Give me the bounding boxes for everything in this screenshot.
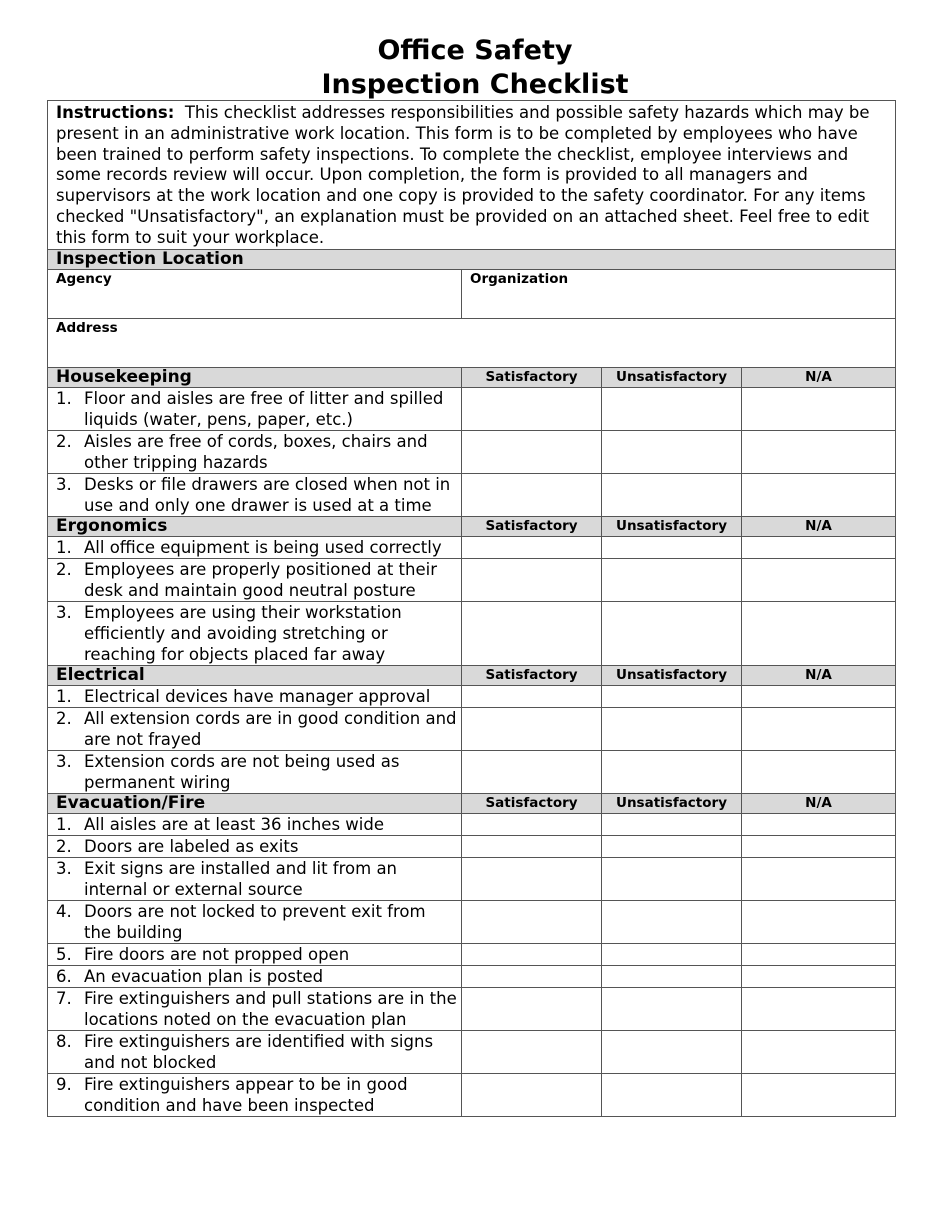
checklist-item [48,813,462,835]
item-text: Fire extinguishers and pull stations are in the locations noted on the evacuation plan [84,988,457,1029]
location-heading: Inspection Location [48,249,896,269]
satisfactory-cell[interactable] [462,900,602,943]
item-text: Fire extinguishers are identified with signs and not blocked [84,1031,434,1072]
na-cell[interactable] [742,857,896,900]
item-text: Doors are not locked to prevent exit from the building [84,901,426,942]
unsatisfactory-cell[interactable] [602,943,742,965]
satisfactory-cell[interactable] [462,430,602,473]
satisfactory-cell[interactable] [462,558,602,601]
checklist-item-row [48,900,896,943]
checklist-item [48,965,462,987]
checklist-item [48,750,462,793]
location-header-row [48,249,896,269]
item-number: 1. [56,686,72,706]
checklist-item-row [48,965,896,987]
checklist-item-row [48,1030,896,1073]
checklist-item-row [48,987,896,1030]
unsatisfactory-cell[interactable] [602,813,742,835]
instructions-cell [48,101,896,250]
satisfactory-cell[interactable] [462,813,602,835]
checklist-item [48,387,462,430]
section-header-housekeeping [48,367,896,387]
satisfactory-cell[interactable] [462,943,602,965]
checklist-item-row [48,1073,896,1116]
checklist-item-row [48,857,896,900]
na-cell[interactable] [742,835,896,857]
checklist-item [48,558,462,601]
checklist-item [48,707,462,750]
agency-label: Agency [56,270,112,287]
na-cell[interactable] [742,1030,896,1073]
na-cell[interactable] [742,987,896,1030]
item-number: 2. [56,836,72,856]
item-number: 2. [56,431,72,451]
satisfactory-cell[interactable] [462,601,602,665]
instructions-label: Instructions: [56,103,175,122]
checklist-item [48,1030,462,1073]
col-header-unsatisfactory: Unsatisfactory [602,367,742,387]
satisfactory-cell[interactable] [462,835,602,857]
unsatisfactory-cell[interactable] [602,473,742,516]
item-text: Fire extinguishers appear to be in good condition and have been inspected [84,1074,408,1115]
checklist-item [48,536,462,558]
checklist-item-row [48,601,896,665]
col-header-na: N/A [742,367,896,387]
item-number: 3. [56,858,72,878]
item-number: 2. [56,559,72,579]
unsatisfactory-cell[interactable] [602,685,742,707]
unsatisfactory-cell[interactable] [602,750,742,793]
section-title: Evacuation/Fire [48,793,462,813]
checklist-item [48,835,462,857]
checklist-item-row [48,558,896,601]
document-title [0,34,950,102]
item-number: 3. [56,474,72,494]
unsatisfactory-cell[interactable] [602,536,742,558]
item-text: Floor and aisles are free of litter and spilled liquids (water, pens, paper, etc.) [84,388,444,429]
checklist-item [48,900,462,943]
checklist-item-row [48,835,896,857]
item-text: All aisles are at least 36 inches wide [84,814,384,834]
unsatisfactory-cell[interactable] [602,1073,742,1116]
item-text: Aisles are free of cords, boxes, chairs and other tripping hazards [84,431,428,472]
satisfactory-cell[interactable] [462,536,602,558]
col-header-satisfactory: Satisfactory [462,516,602,536]
col-header-na: N/A [742,793,896,813]
address-row [48,318,896,367]
item-text: Desks or file drawers are closed when not in use and only one drawer is used at a time [84,474,451,515]
satisfactory-cell[interactable] [462,473,602,516]
checklist-item-row [48,430,896,473]
title-line-2: Inspection Checklist [321,69,629,100]
instructions-row [48,101,896,250]
item-number: 5. [56,944,72,964]
section-title: Housekeeping [48,367,462,387]
checklist-item-row [48,685,896,707]
item-number: 3. [56,751,72,771]
item-number: 1. [56,537,72,557]
na-cell[interactable] [742,965,896,987]
item-number: 1. [56,814,72,834]
item-text: An evacuation plan is posted [84,966,324,986]
address-label: Address [56,319,118,336]
item-number: 6. [56,966,72,986]
item-text: All extension cords are in good condition and are not frayed [84,708,457,749]
satisfactory-cell[interactable] [462,857,602,900]
unsatisfactory-cell[interactable] [602,835,742,857]
item-text: Extension cords are not being used as permanent wiring [84,751,400,792]
organization-label: Organization [470,270,569,287]
item-text: Employees are properly positioned at their desk and maintain good neutral posture [84,559,437,600]
item-number: 4. [56,901,72,921]
na-cell[interactable] [742,473,896,516]
checklist-item [48,473,462,516]
unsatisfactory-cell[interactable] [602,1030,742,1073]
unsatisfactory-cell[interactable] [602,987,742,1030]
na-cell[interactable] [742,430,896,473]
unsatisfactory-cell[interactable] [602,857,742,900]
checklist-table [47,100,896,1117]
checklist-item-row [48,536,896,558]
na-cell[interactable] [742,601,896,665]
na-cell[interactable] [742,387,896,430]
satisfactory-cell[interactable] [462,750,602,793]
col-header-unsatisfactory: Unsatisfactory [602,793,742,813]
item-text: Fire doors are not propped open [84,944,350,964]
unsatisfactory-cell[interactable] [602,601,742,665]
section-title: Electrical [48,665,462,685]
item-text: Doors are labeled as exits [84,836,299,856]
unsatisfactory-cell[interactable] [602,900,742,943]
checklist-item-row [48,473,896,516]
col-header-satisfactory: Satisfactory [462,367,602,387]
agency-field[interactable] [48,269,462,318]
item-number: 8. [56,1031,72,1051]
section-header-ergonomics [48,516,896,536]
satisfactory-cell[interactable] [462,387,602,430]
item-number: 7. [56,988,72,1008]
checklist-item [48,601,462,665]
item-text: Employees are using their workstation efficiently and avoiding stretching or reaching for objects placed far away [84,602,402,664]
checklist-item [48,943,462,965]
na-cell[interactable] [742,558,896,601]
item-number: 9. [56,1074,72,1094]
instructions-text: This checklist addresses responsibilities and possible safety hazards which may be present in an administrative work location. This form is to be completed by employees who have been trained to perform safety inspections. To complete the checklist, employee interviews and some records review will occur. Upon completion, the form is provided to all managers and supervisors at the work location and one copy is provided to the safety coordinator. For any items checked "Unsatisfactory", an explanation must be provided on an attached sheet. Feel free to edit this form to suit your workplace. [56,103,870,247]
na-cell[interactable] [742,685,896,707]
address-field[interactable] [48,318,896,367]
agency-row [48,269,896,318]
satisfactory-cell[interactable] [462,1073,602,1116]
na-cell[interactable] [742,750,896,793]
item-text: Electrical devices have manager approval [84,686,431,706]
checklist-item [48,1073,462,1116]
na-cell[interactable] [742,536,896,558]
satisfactory-cell[interactable] [462,987,602,1030]
checklist-item-row [48,707,896,750]
col-header-na: N/A [742,665,896,685]
item-number: 1. [56,388,72,408]
checklist-item [48,685,462,707]
satisfactory-cell[interactable] [462,965,602,987]
checklist-item-row [48,750,896,793]
unsatisfactory-cell[interactable] [602,965,742,987]
col-header-unsatisfactory: Unsatisfactory [602,516,742,536]
checklist-item [48,987,462,1030]
item-text: All office equipment is being used correctly [84,537,442,557]
organization-field[interactable] [462,269,896,318]
col-header-satisfactory: Satisfactory [462,665,602,685]
na-cell[interactable] [742,813,896,835]
checklist-item-row [48,813,896,835]
item-text: Exit signs are installed and lit from an internal or external source [84,858,398,899]
unsatisfactory-cell[interactable] [602,558,742,601]
section-header-electrical [48,665,896,685]
na-cell[interactable] [742,943,896,965]
item-number: 2. [56,708,72,728]
satisfactory-cell[interactable] [462,707,602,750]
satisfactory-cell[interactable] [462,1030,602,1073]
checklist-item [48,430,462,473]
na-cell[interactable] [742,900,896,943]
section-title: Ergonomics [48,516,462,536]
checklist-item [48,857,462,900]
na-cell[interactable] [742,707,896,750]
unsatisfactory-cell[interactable] [602,430,742,473]
unsatisfactory-cell[interactable] [602,707,742,750]
unsatisfactory-cell[interactable] [602,387,742,430]
satisfactory-cell[interactable] [462,685,602,707]
col-header-satisfactory: Satisfactory [462,793,602,813]
item-number: 3. [56,602,72,622]
col-header-na: N/A [742,516,896,536]
section-header-evacuation-fire [48,793,896,813]
na-cell[interactable] [742,1073,896,1116]
col-header-unsatisfactory: Unsatisfactory [602,665,742,685]
checklist-item-row [48,387,896,430]
title-line-1: Office Safety [377,35,573,66]
checklist-item-row [48,943,896,965]
